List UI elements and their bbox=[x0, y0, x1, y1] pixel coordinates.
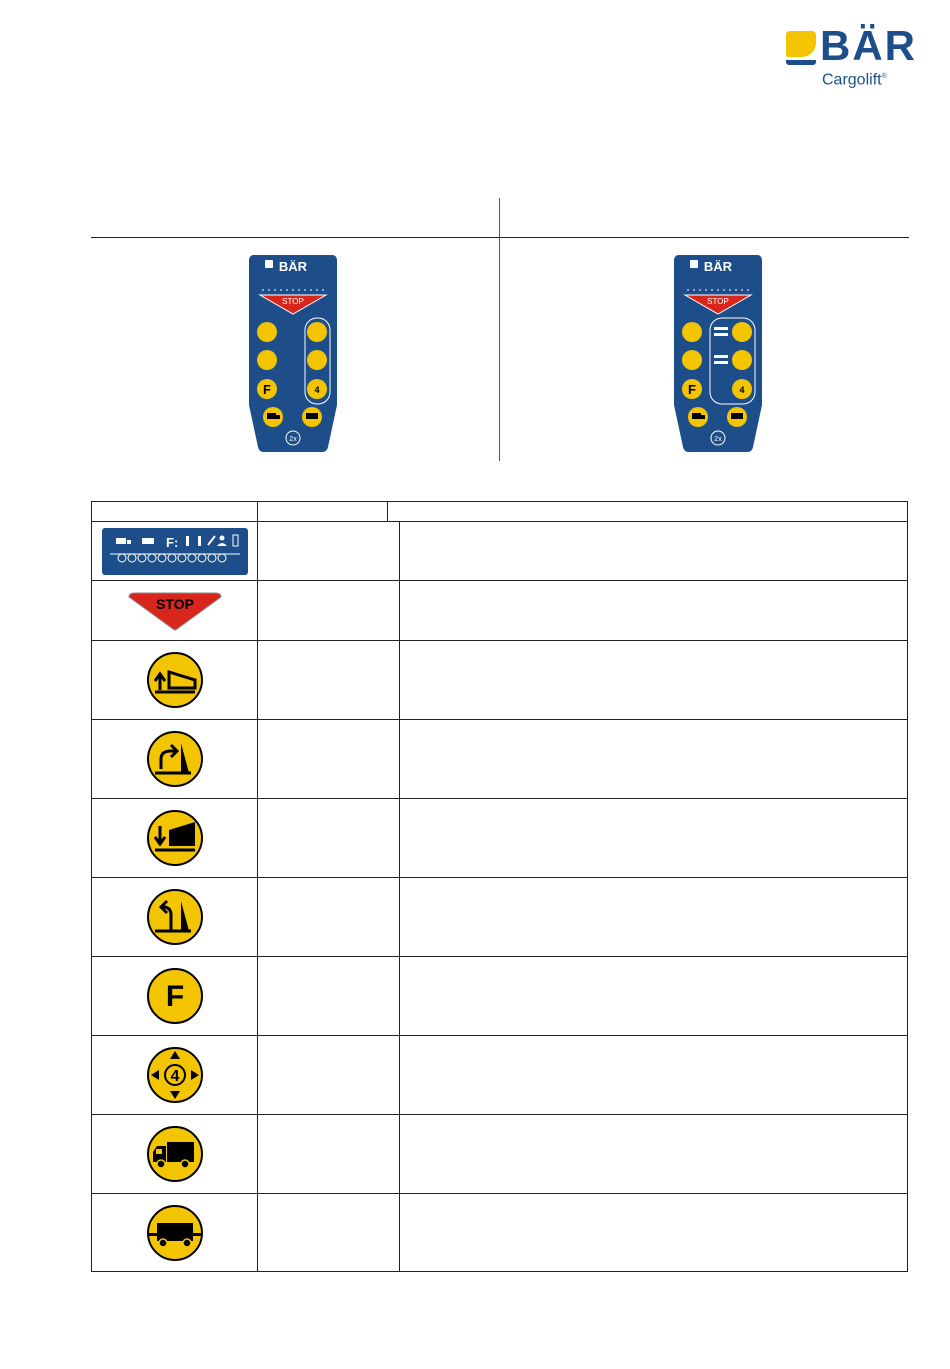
table-row bbox=[92, 877, 907, 956]
trailer-icon bbox=[145, 1203, 205, 1263]
platform-close-icon bbox=[145, 729, 205, 789]
remote-f-label-b: F bbox=[688, 382, 696, 397]
remote-control-illustration-b bbox=[673, 255, 763, 453]
display-f-label: F: bbox=[165, 534, 178, 550]
table-cell-symbol bbox=[92, 581, 258, 640]
remote-num-label: 4 bbox=[314, 385, 320, 395]
header-rule bbox=[91, 237, 909, 238]
table-cell-description bbox=[400, 581, 907, 640]
table-cell-symbol bbox=[92, 1194, 258, 1271]
remote-stop-label-b: STOP bbox=[707, 297, 729, 306]
remote-badge: 2x bbox=[289, 436, 297, 443]
table-cell-name bbox=[258, 1194, 400, 1271]
table-cell-description bbox=[400, 878, 907, 956]
table-row bbox=[92, 1193, 907, 1271]
table-cell-symbol bbox=[92, 1115, 258, 1193]
remote-num-label-b: 4 bbox=[739, 385, 745, 395]
table-header-row bbox=[92, 502, 907, 521]
logo-mark-icon bbox=[786, 31, 816, 57]
table-row bbox=[92, 798, 907, 877]
table-row bbox=[92, 580, 907, 640]
remote-control-standard bbox=[248, 255, 338, 453]
remote-brand-b: BÄR bbox=[703, 259, 733, 274]
remote-control-extended bbox=[673, 255, 763, 453]
table-row bbox=[92, 640, 907, 719]
stop-button-icon bbox=[125, 591, 225, 631]
table-cell-description bbox=[400, 1036, 907, 1114]
button-function-table bbox=[91, 501, 908, 1272]
stop-label: STOP bbox=[155, 595, 194, 612]
table-cell-symbol bbox=[92, 957, 258, 1035]
table-cell-symbol bbox=[92, 522, 258, 580]
table-cell-name bbox=[258, 1036, 400, 1114]
table-cell-name bbox=[258, 581, 400, 640]
remote-control-illustration bbox=[248, 255, 338, 453]
table-row bbox=[92, 719, 907, 798]
logo-mark-base bbox=[786, 60, 816, 65]
table-row bbox=[92, 1114, 907, 1193]
table-cell-description bbox=[400, 720, 907, 798]
table-cell-description bbox=[400, 957, 907, 1035]
remote-f-label: F bbox=[263, 382, 271, 397]
table-cell-name bbox=[258, 799, 400, 877]
platform-open-icon bbox=[145, 887, 205, 947]
logo-sub bbox=[822, 68, 887, 89]
remote-brand: BÄR bbox=[278, 259, 308, 274]
status-display-icon bbox=[102, 528, 248, 575]
num-label: 4 bbox=[170, 1068, 179, 1085]
table-row bbox=[92, 956, 907, 1035]
table-cell-name bbox=[258, 522, 400, 580]
table-cell-symbol bbox=[92, 799, 258, 877]
header-symbol bbox=[92, 502, 258, 521]
table-row bbox=[92, 1035, 907, 1114]
table-cell-symbol bbox=[92, 641, 258, 719]
four-way-4-icon bbox=[145, 1045, 205, 1105]
table-cell-description bbox=[400, 1115, 907, 1193]
remote-badge-b: 2x bbox=[714, 436, 722, 443]
table-cell-name bbox=[258, 957, 400, 1035]
logo-brand: BÄR bbox=[820, 22, 917, 69]
bar-cargolift-logo bbox=[786, 22, 936, 89]
table-cell-symbol bbox=[92, 720, 258, 798]
table-cell-symbol bbox=[92, 1036, 258, 1114]
logo-registered: ® bbox=[881, 73, 887, 80]
table-cell-description bbox=[400, 799, 907, 877]
table-cell-symbol bbox=[92, 878, 258, 956]
table-cell-name bbox=[258, 878, 400, 956]
table-cell-name bbox=[258, 1115, 400, 1193]
truck-icon bbox=[145, 1124, 205, 1184]
table-cell-name bbox=[258, 641, 400, 719]
table-cell-description bbox=[400, 641, 907, 719]
logo-sub-text: Cargolift bbox=[822, 71, 882, 89]
header-description bbox=[388, 502, 907, 521]
table-row bbox=[92, 521, 907, 580]
platform-raise-icon bbox=[145, 650, 205, 710]
header-name bbox=[258, 502, 388, 521]
platform-lower-icon bbox=[145, 808, 205, 868]
f-label: F bbox=[165, 980, 184, 1013]
table-cell-description bbox=[400, 1194, 907, 1271]
function-f-icon bbox=[145, 966, 205, 1026]
table-cell-description bbox=[400, 522, 907, 580]
remote-stop-label: STOP bbox=[282, 297, 304, 306]
table-cell-name bbox=[258, 720, 400, 798]
